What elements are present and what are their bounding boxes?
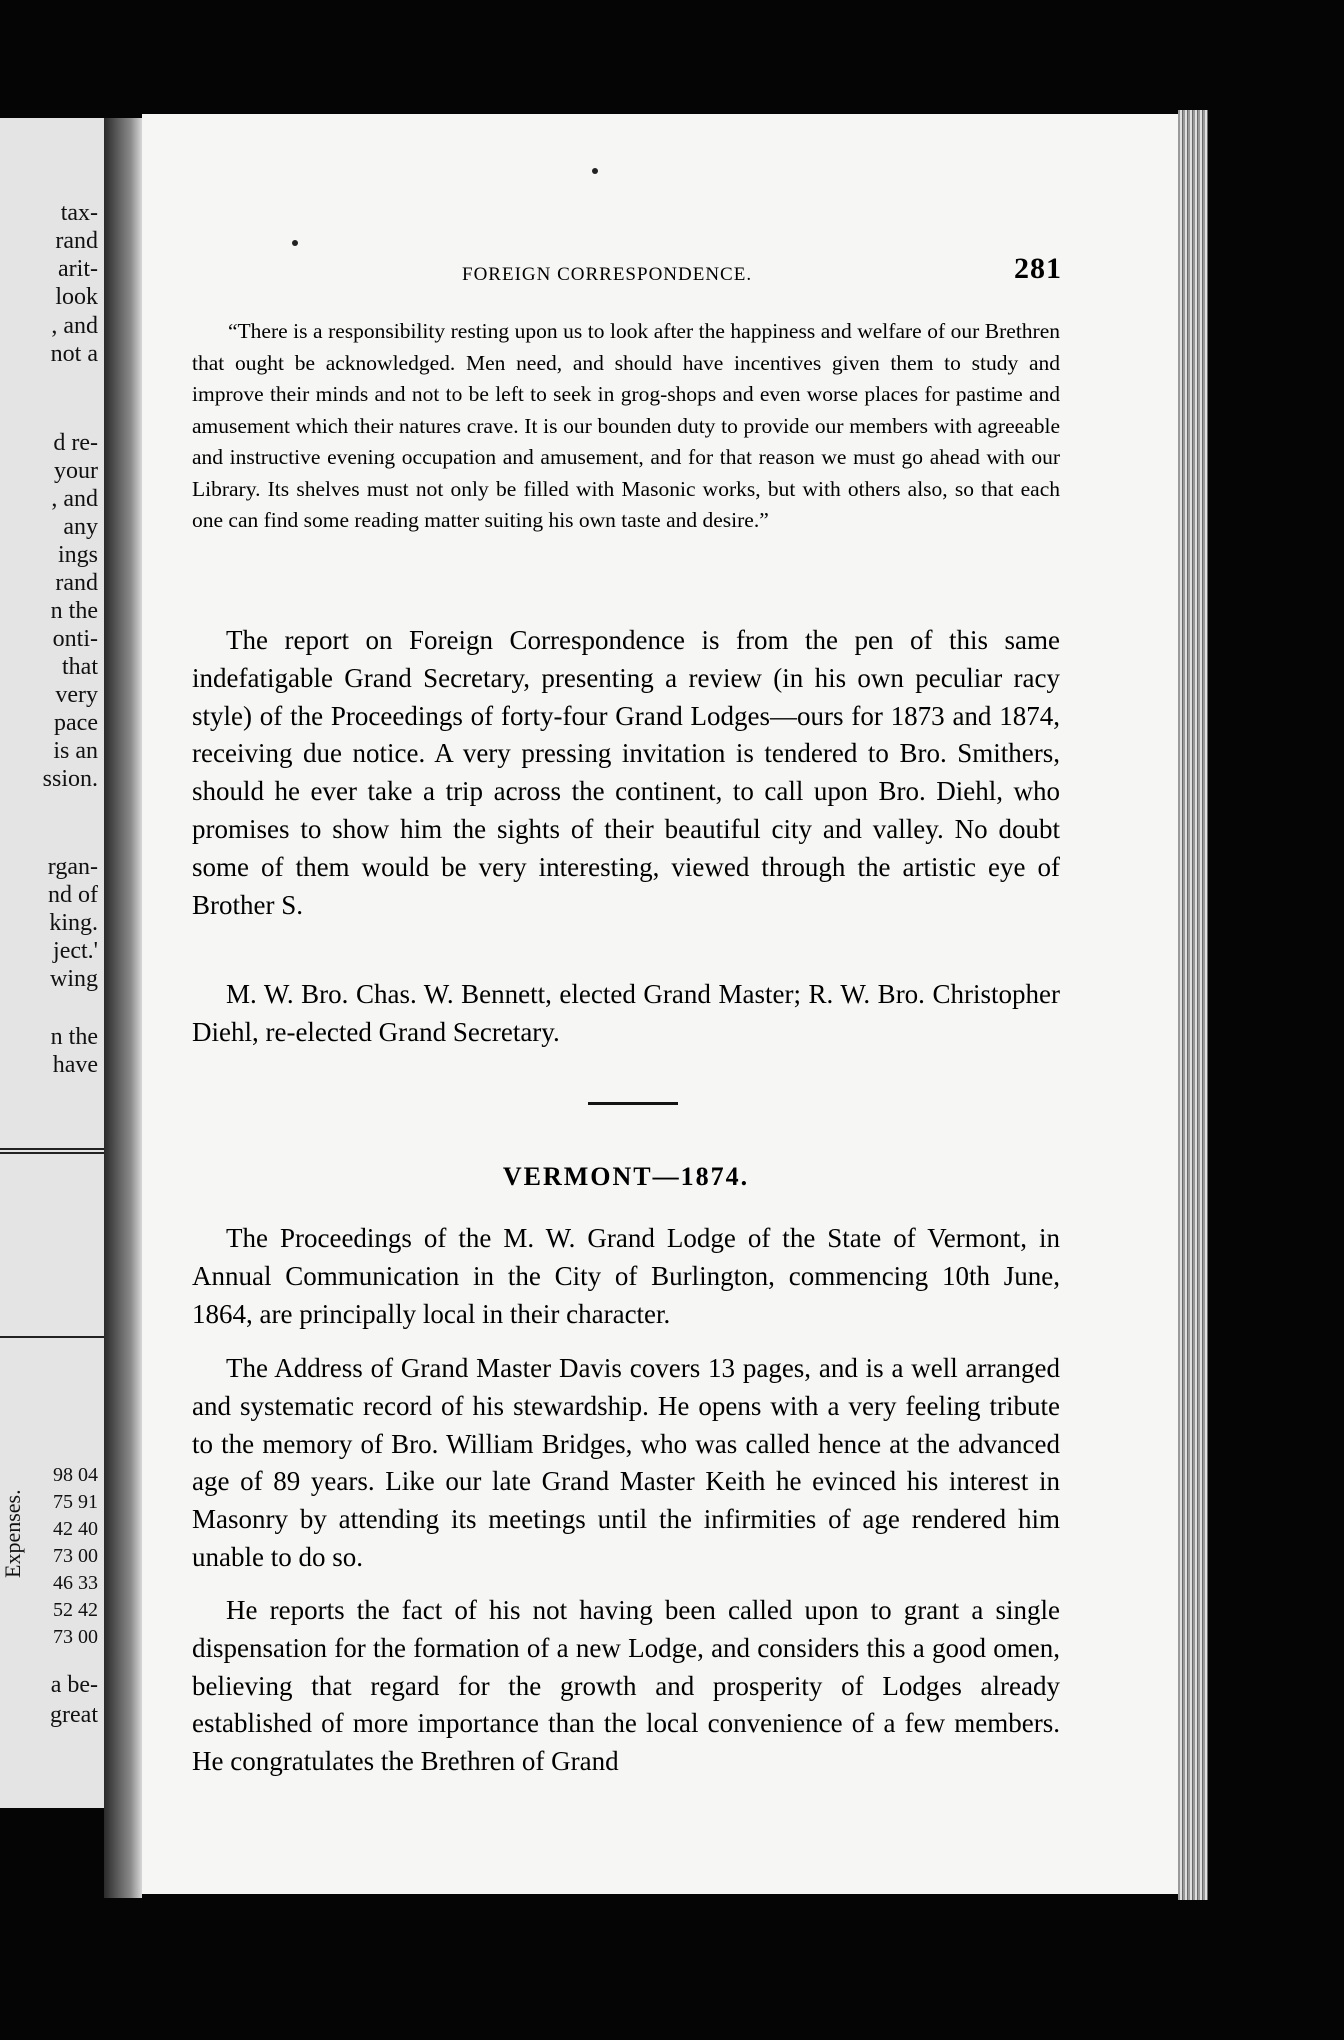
vermont-paragraph-2: The Address of Grand Master Davis covers 13 pages, and is a well arranged and systematic record of his stewardship. He opens with a very feeling tribute to the memory of Bro. William Bridges, who was called hence at the advanced age of 89 years. Like our late Grand Master Keith he evinced his interest in Masonry by attending its meetings until the infirmities of age rendered him unable to do so. [192, 1353, 1060, 1572]
facing-page-line: pace [54, 710, 98, 736]
facing-page-line: ings [57, 542, 98, 568]
vermont-paragraph-1: The Proceedings of the M. W. Grand Lodge of the State of Vermont, in Annual Communication in the City of Burlington, commencing 10th June, 1864, are principally local in their character. [192, 1223, 1060, 1329]
section-title: VERMONT—1874. [502, 1162, 750, 1191]
facing-page-line: have [52, 1052, 98, 1078]
expense-figure: 73 00 [53, 1545, 98, 1567]
facing-page-line: any [63, 514, 98, 540]
facing-page-rule [0, 1152, 104, 1154]
expense-figure: 46 33 [53, 1572, 98, 1594]
facing-page-line: look [55, 284, 98, 310]
facing-page-line: king. [49, 910, 98, 936]
expense-figure: 75 91 [53, 1491, 98, 1513]
running-title: FOREIGN CORRESPONDENCE. [462, 264, 753, 285]
facing-page-line: tax- [60, 200, 98, 226]
facing-page-line: ject.' [53, 938, 98, 964]
expense-figure: 52 42 [53, 1599, 98, 1621]
facing-page-line: , and [51, 486, 98, 512]
facing-page-line: very [55, 682, 98, 708]
expense-figure: 42 40 [53, 1518, 98, 1540]
facing-page-line: is an [53, 738, 98, 764]
facing-page-rule [0, 1336, 104, 1338]
vermont-paragraph-3: He reports the fact of his not having been called upon to grant a single dispensation for the formation of a new Lodge, and considers this a good omen, believing that regard for the growth and prosperity of Lodges already established of more importance than the local convenience of a few members. He congratulates the Brethren of Grand [192, 1595, 1060, 1777]
facing-page-line: arit- [58, 256, 98, 282]
library-quote: “There is a responsibility resting upon us to look after the happiness and welfare of our Brethren that ought be acknowledged. Men need, and should have incentives given them to study and improve their minds and not to be left to seek in grog-shops and even worse places for pastime and amusement which their natures crave. It is our bounden duty to provide our members with agreeable and instructive evening occupation and amusement, and for that reason we must go ahead with our Library. Its shelves must not only be filled with Masonic works, but with others also, so that each one can find some reading matter suiting his own taste and desire.” [192, 319, 1060, 532]
facing-page-line: rand [55, 228, 98, 254]
facing-page-line: rand [55, 570, 98, 596]
facing-page-line: , and [51, 313, 98, 339]
speck [292, 240, 298, 246]
facing-page-line: great [50, 1702, 98, 1728]
facing-page-line: ssion. [42, 766, 98, 792]
expense-figure: 73 00 [53, 1626, 98, 1648]
facing-page-line: rgan- [47, 854, 98, 880]
expenses-column-label: Expenses. [0, 1489, 25, 1578]
facing-page-line: not a [50, 341, 98, 367]
facing-page-line: your [54, 458, 98, 484]
facing-page-line: n the [50, 1024, 98, 1050]
page-edge [1178, 110, 1208, 1900]
page-number: 281 [1014, 252, 1062, 285]
officers-paragraph: M. W. Bro. Chas. W. Bennett, elected Grand Master; R. W. Bro. Christopher Diehl, re-elected Grand Secretary. [192, 979, 1060, 1047]
facing-page-line: a be- [50, 1672, 98, 1698]
facing-page-line: that [62, 654, 98, 680]
book-gutter [104, 118, 142, 1898]
report-paragraph: The report on Foreign Correspondence is from the pen of this same indefatigable Grand Secretary, presenting a review (in his own peculiar racy style) of the Proceedings of forty-four Grand Lodges—ours for 1873 and 1874, receiving due notice. A very pressing invitation is tendered to Bro. Smithers, should he ever take a trip across the continent, to call upon Bro. Diehl, who promises to show him the sights of their beautiful city and valley. No doubt some of them would be very interesting, viewed through the artistic eye of Brother S. [192, 625, 1060, 920]
speck [592, 168, 598, 174]
section-divider [588, 1102, 678, 1105]
expense-figure: 98 04 [53, 1464, 98, 1486]
facing-page-line: onti- [52, 626, 98, 652]
facing-page-rule [0, 1148, 104, 1150]
facing-page-line: n the [50, 598, 98, 624]
facing-page-line: wing [50, 966, 98, 992]
facing-page-line: nd of [48, 882, 98, 908]
facing-page-line: d re- [53, 430, 98, 456]
facing-page-fragment [0, 118, 104, 1808]
